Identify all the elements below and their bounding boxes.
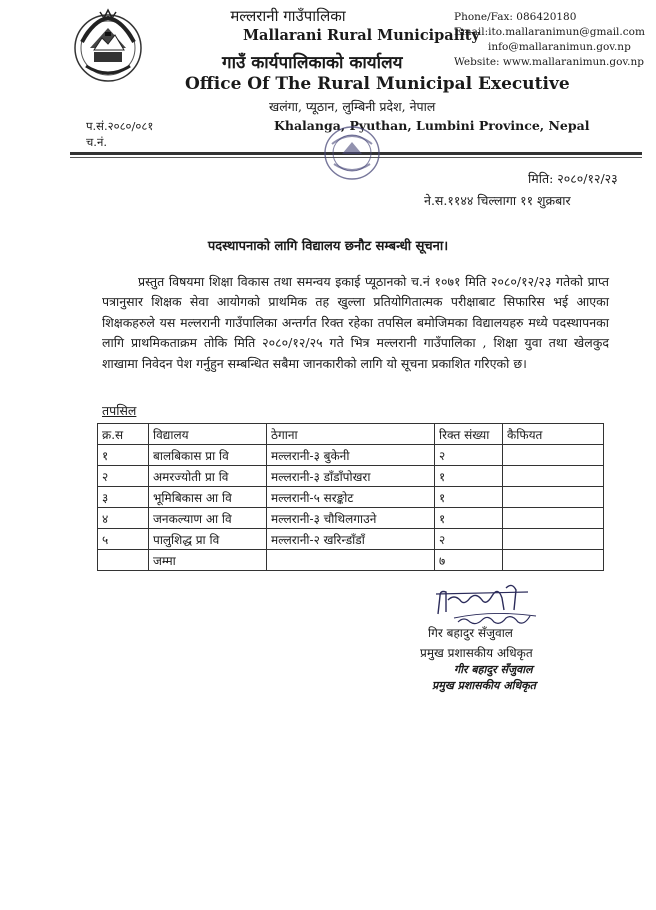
total-value: ७ xyxy=(435,550,503,571)
cell-school: जनकल्याण आ वि xyxy=(149,508,267,529)
details-heading: तपसिल xyxy=(102,403,137,418)
cell-vacancy: १ xyxy=(435,508,503,529)
cell-sn: ३ xyxy=(98,487,149,508)
table-row xyxy=(98,466,604,487)
cell-sn: २ xyxy=(98,466,149,487)
contact-block xyxy=(454,10,645,70)
municipality-name-english: Mallarani Rural Municipality xyxy=(243,27,480,44)
cell-address: मल्लरानी-२ खरिन्डाँडाँ xyxy=(267,529,435,550)
address-english: Khalanga, Pyuthan, Lumbini Province, Nepal xyxy=(274,118,590,133)
cell-remarks xyxy=(503,487,604,508)
nepal-sambat-date: ने.स.११४४ चिल्लागा ११ शुक्रबार xyxy=(424,193,571,208)
cell-empty xyxy=(267,550,435,571)
table-row xyxy=(98,487,604,508)
office-stamp-icon xyxy=(322,124,382,182)
table-row xyxy=(98,445,604,466)
cell-address: मल्लरानी-३ डाँडाँपोखरा xyxy=(267,466,435,487)
cell-remarks xyxy=(503,466,604,487)
email-secondary: info@mallaranimun.gov.np xyxy=(488,41,631,53)
phone-fax: Phone/Fax: 086420180 xyxy=(454,11,577,23)
cell-vacancy: १ xyxy=(435,487,503,508)
cell-sn: १ xyxy=(98,445,149,466)
notice-paragraph: प्रस्तुत विषयमा शिक्षा विकास तथा समन्वय इकाई प्यूठानको च.नं १०७१ मिति २०८०/१२/२३ गतेको प्राप्त पत्रानुसार शिक्षक सेवा आयोगको प्राथमिक तह खुल्ला प्रतियोगितात्मक परीक्षाबाट सिफारिस भई आएका शिक्षकहरुले यस मल्लरानी गाउँपालिका अन्तर्गत रिक्त रहेका तपसिल बमोजिमका विद्यालयहरु मध्ये पदस्थापनका लागि प्राथमिकताक्रम तोकि मिति २०८०/१२/२५ गते भित्र मल्लरानी गाउँपालिका , शिक्षा युवा तथा खेलकुद शाखामा निवेदन पेश गर्नुहुन सम्बन्धित सबैमा जानकारीको लागि यो सूचना प्रकाशित गरिएको छ। xyxy=(102,274,609,371)
cell-empty xyxy=(98,550,149,571)
cell-address: मल्लरानी-३ बुकेनी xyxy=(267,445,435,466)
table-row xyxy=(98,508,604,529)
notice-body xyxy=(102,272,609,374)
office-name-english: Office Of The Rural Municipal Executive xyxy=(185,74,570,94)
cell-vacancy: २ xyxy=(435,445,503,466)
cell-remarks xyxy=(503,508,604,529)
column-header-remarks: कैफियत xyxy=(503,424,604,445)
notice-subject: पदस्थापनाको लागि विद्यालय छनौट सम्बन्धी सूचना। xyxy=(207,239,449,254)
column-header-sn: क्र.स xyxy=(98,424,149,445)
stamp-signatory-post: प्रमुख प्रशासकीय अधिकृत xyxy=(432,679,536,692)
reference-block xyxy=(86,118,153,150)
vacancy-table xyxy=(97,423,604,571)
signatory-post: प्रमुख प्रशासकीय अधिकृत xyxy=(420,646,533,660)
cell-sn: ५ xyxy=(98,529,149,550)
address-nepali: खलंगा, प्यूठान, लुम्बिनी प्रदेश, नेपाल xyxy=(269,99,436,114)
website: Website: www.mallaranimun.gov.np xyxy=(454,56,644,68)
cell-school: भूमिबिकास आ वि xyxy=(149,487,267,508)
signatory-name: गिर बहादुर सँजुवाल xyxy=(428,626,513,640)
stamp-signatory-name: गीर बहादुर सँजुवाल xyxy=(454,663,533,676)
cell-remarks xyxy=(503,445,604,466)
cell-remarks xyxy=(503,529,604,550)
dispatch-number-label: च.नं. xyxy=(86,135,107,149)
cell-address: मल्लरानी-३ चौथिलगाउने xyxy=(267,508,435,529)
cell-school: पालुशिद्ध प्रा वि xyxy=(149,529,267,550)
cell-sn: ४ xyxy=(98,508,149,529)
column-header-school: विद्यालय xyxy=(149,424,267,445)
office-name-nepali: गाउँ कार्यपालिकाको कार्यालय xyxy=(222,53,403,73)
letter-date: मिति: २०८०/१२/२३ xyxy=(528,171,618,186)
municipality-name-nepali: मल्लरानी गाउँपालिका xyxy=(230,7,346,25)
cell-school: बालबिकास प्रा वि xyxy=(149,445,267,466)
cell-empty xyxy=(503,550,604,571)
email-primary: Email:ito.mallaranimun@gmail.com xyxy=(454,26,645,38)
table-total-row xyxy=(98,550,604,571)
cell-school: अमरज्योती प्रा वि xyxy=(149,466,267,487)
cell-address: मल्लरानी-५ सरङ्कोट xyxy=(267,487,435,508)
column-header-vacancy: रिक्त संख्या xyxy=(435,424,503,445)
letter-number: प.सं.२०८०/०८१ xyxy=(86,119,154,133)
cell-vacancy: १ xyxy=(435,466,503,487)
column-header-address: ठेगाना xyxy=(267,424,435,445)
total-label: जम्मा xyxy=(149,550,267,571)
table-row xyxy=(98,529,604,550)
cell-vacancy: २ xyxy=(435,529,503,550)
table-header-row xyxy=(98,424,604,445)
